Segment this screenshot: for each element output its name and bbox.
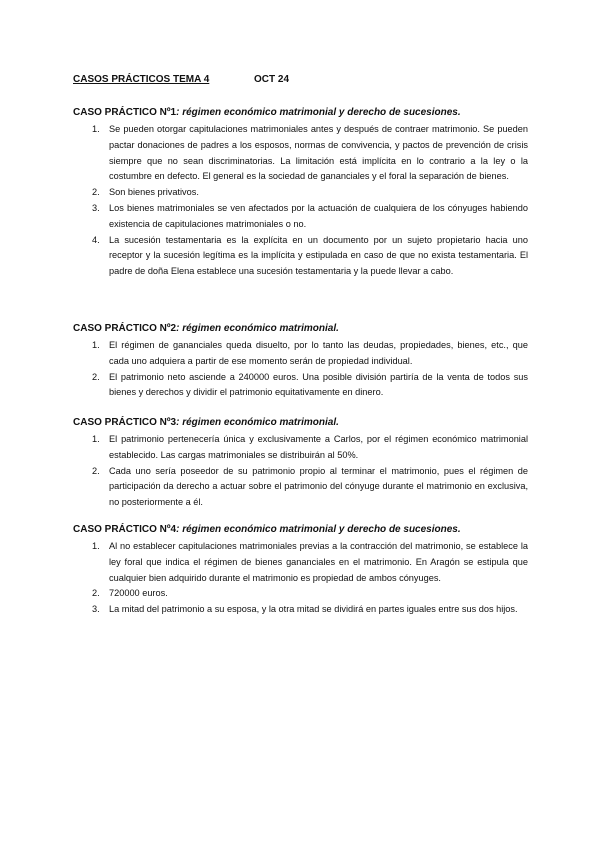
case-heading bbox=[73, 322, 528, 335]
item-text: El patrimonio pertenecería única y exclusivamente a Carlos, por el régimen económico matrimonial establecido. Las cargas matrimoniales se distribuirán al 50%. bbox=[109, 434, 528, 460]
item-number: 1. bbox=[92, 541, 100, 551]
answer-item bbox=[73, 338, 528, 370]
item-number: 1. bbox=[92, 340, 100, 350]
case-label: CASO PRÁCTICO Nº3 bbox=[73, 417, 177, 428]
item-number: 3. bbox=[92, 604, 100, 615]
answer-item bbox=[73, 464, 528, 511]
answer-item bbox=[73, 539, 528, 586]
document-date: OCT 24 bbox=[254, 74, 290, 85]
answer-item bbox=[73, 233, 528, 280]
document-title: CASOS PRÁCTICOS TEMA 4 bbox=[73, 74, 210, 85]
case-heading bbox=[73, 416, 528, 429]
case-section-2 bbox=[73, 322, 528, 401]
case-heading bbox=[73, 523, 528, 536]
item-text: Se pueden otorgar capitulaciones matrimoniales antes y después de contraer matrimonio. Se pueden pactar donaciones de padres a los esposos, normas de convivencia, y pactos de prevención de crisis siempre que no sean discriminatorias. La limitación está implícita en lo contrario a la ley o la costumbre en defecto. El general es la sociedad de gananciales y el foral la separación de bienes. bbox=[109, 124, 528, 182]
item-text: El régimen de gananciales queda disuelto, por lo tanto las deudas, propiedades, bienes, etc., que cada uno adquiera a partir de ese momento serán de propiedad individual. bbox=[109, 340, 528, 366]
item-number: 1. bbox=[92, 434, 100, 444]
case-heading bbox=[73, 106, 528, 119]
case-label: CASO PRÁCTICO Nº1 bbox=[73, 107, 177, 118]
answer-list bbox=[73, 432, 528, 511]
item-number: 2. bbox=[92, 371, 100, 382]
item-text: 720000 euros. bbox=[109, 588, 168, 599]
item-number: 2. bbox=[92, 588, 100, 599]
document-header bbox=[73, 73, 290, 86]
answer-item bbox=[73, 201, 528, 233]
case-label: CASO PRÁCTICO Nº2 bbox=[73, 323, 177, 334]
item-text: Cada uno sería poseedor de su patrimonio propio al terminar el matrimonio, pues el régimen de participación da derecho a actuar sobre el patrimonio del cónyuge durante el matrimonio en exclusiva, no posteriormente a él. bbox=[109, 465, 528, 508]
answer-item bbox=[73, 432, 528, 464]
case-label: CASO PRÁCTICO Nº4 bbox=[73, 524, 177, 535]
case-section-1 bbox=[73, 106, 528, 280]
case-description: : régimen económico matrimonial. bbox=[176, 417, 339, 428]
answer-list bbox=[73, 338, 528, 401]
case-section-3 bbox=[73, 416, 528, 511]
item-number: 3. bbox=[92, 202, 100, 213]
item-text: Son bienes privativos. bbox=[109, 187, 199, 198]
case-description: : régimen económico matrimonial y derecho de sucesiones. bbox=[176, 107, 461, 118]
answer-list bbox=[73, 539, 528, 618]
item-number: 2. bbox=[92, 465, 100, 476]
case-description: : régimen económico matrimonial. bbox=[176, 323, 339, 334]
answer-item bbox=[73, 185, 528, 201]
item-number: 4. bbox=[92, 234, 100, 245]
answer-item bbox=[73, 602, 528, 618]
item-number: 2. bbox=[92, 187, 100, 198]
item-text: El patrimonio neto asciende a 240000 euros. Una posible división partiría de la venta de todos sus bienes y derechos y dividir el patrimonio equitativamente en dinero. bbox=[109, 371, 528, 398]
item-number: 1. bbox=[92, 124, 100, 134]
case-section-4 bbox=[73, 523, 528, 618]
answer-item bbox=[73, 122, 528, 185]
item-text: Los bienes matrimoniales se ven afectados por la actuación de cualquiera de los cónyuges habiendo existencia de capitulaciones matrimoniales o no. bbox=[109, 202, 528, 229]
item-text: Al no establecer capitulaciones matrimoniales previas a la contracción del matrimonio, se establece la ley foral que indica el régimen de bienes gananciales en el matrimonio. En Aragón se estipula que cualquier bien adquirido durante el matrimonio es propiedad de ambos cónyuges. bbox=[109, 541, 528, 583]
case-description: : régimen económico matrimonial y derecho de sucesiones. bbox=[176, 524, 461, 535]
answer-item bbox=[73, 586, 528, 602]
item-text: La mitad del patrimonio a su esposa, y la otra mitad se dividirá en partes iguales entre sus dos hijos. bbox=[109, 604, 518, 615]
item-text: La sucesión testamentaria es la explícita en un documento por un sujeto propietario hacia uno receptor y la sucesión legítima es la implícita y estipulada en caso de que no exista testamentaria. El padre de doña Elena establece una sucesión testamentaria y la puede llevar a cabo. bbox=[109, 234, 528, 277]
answer-item bbox=[73, 370, 528, 402]
answer-list bbox=[73, 122, 528, 280]
